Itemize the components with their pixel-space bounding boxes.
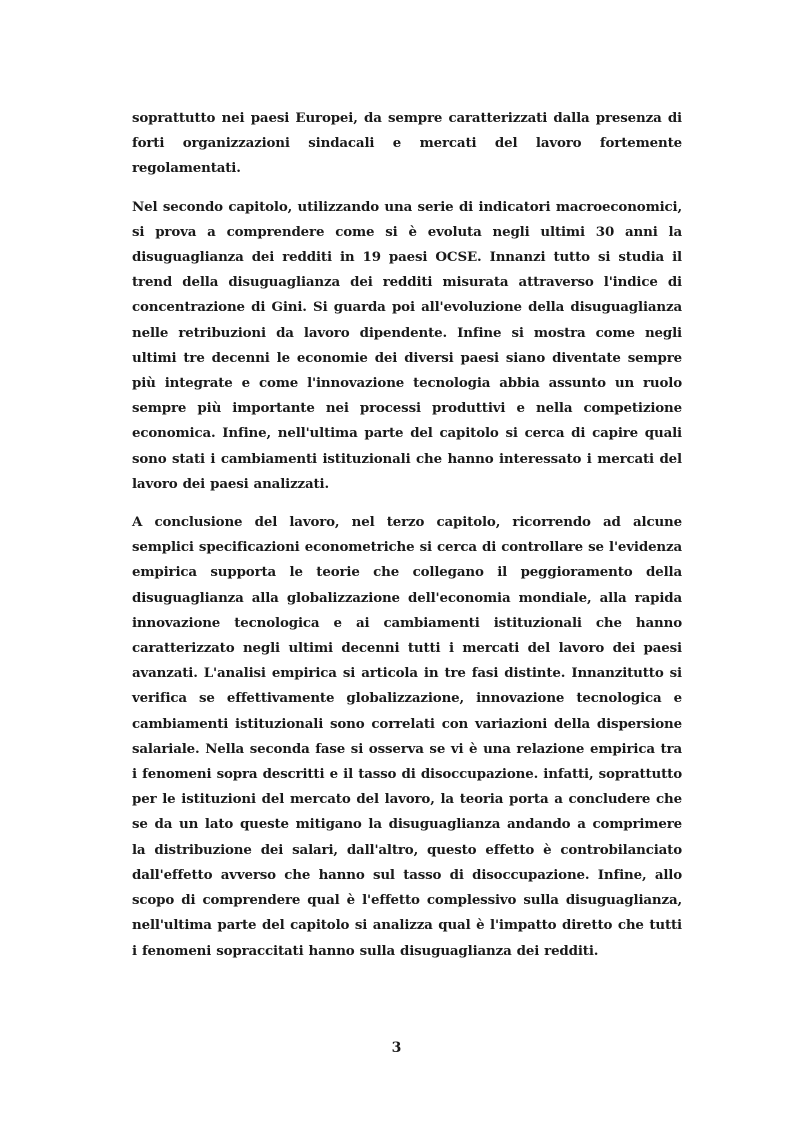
paragraph-third-chapter: A conclusione del lavoro, nel terzo capitolo, ricorrendo ad alcune semplici specificazioni econometriche si cerca di controllare se l'evidenza empirica supporta le teorie che collegano il peggioramento della disuguaglianza alla globalizzazione dell'economia mondiale, alla rapida innovazione tecnologica e ai cambiamenti istituzionali che hanno caratterizzato negli ultimi decenni tutti i mercati del lavoro dei paesi avanzati. L'analisi empirica si articola in tre fasi distinte. Innanzitutto si verifica se effettivamente globalizzazione, innovazione tecnologica e cambiamenti istituzionali sono correlati con variazioni della dispersione salariale. Nella seconda fase si osserva se vi è una relazione empirica tra i fenomeni sopra descritti e il tasso di disoccupazione. infatti, soprattutto per le istituzioni del mercato del lavoro, la teoria porta a concludere che se da un lato queste mitigano la disuguaglianza andando a comprimere la distribuzione dei salari, dall'altro, questo effetto è controbilanciato dall'effetto avverso che hanno sul tasso di disoccupazione. Infine, allo scopo di comprendere qual è l'effetto complessivo sulla disuguaglianza, nell'ultima parte del capitolo si analizza qual è l'impatto diretto che tutti i fenomeni sopraccitati hanno sulla disuguaglianza dei redditi.	[132, 514, 682, 959]
paragraph-second-chapter: Nel secondo capitolo, utilizzando una serie di indicatori macroeconomici, si prova a comprendere come si è evoluta negli ultimi 30 anni la disuguaglianza dei redditi in 19 paesi OCSE. Innanzi tutto si studia il trend della disuguaglianza dei redditi misurata attraverso l'indice di concentrazione di Gini. Si guarda poi all'evoluzione della disuguaglianza nelle retribuzioni da lavoro dipendente. Infine si mostra come negli ultimi tre decenni le economie dei diversi paesi siano diventate sempre più integrate e come l'innovazione tecnologia abbia assunto un ruolo sempre più importante nei processi produttivi e nella competizione economica. Infine, nell'ultima parte del capitolo si cerca di capire quali sono stati i cambiamenti istituzionali che hanno interessato i mercati del lavoro dei paesi analizzati.	[132, 198, 682, 492]
document-body	[132, 106, 682, 977]
page-number: 3	[391, 1040, 402, 1056]
paragraph-intro-continuation: soprattutto nei paesi Europei, da sempre caratterizzati dalla presenza di forti organizzazioni sindacali e mercati del lavoro fortemente regolamentati.	[132, 110, 682, 177]
